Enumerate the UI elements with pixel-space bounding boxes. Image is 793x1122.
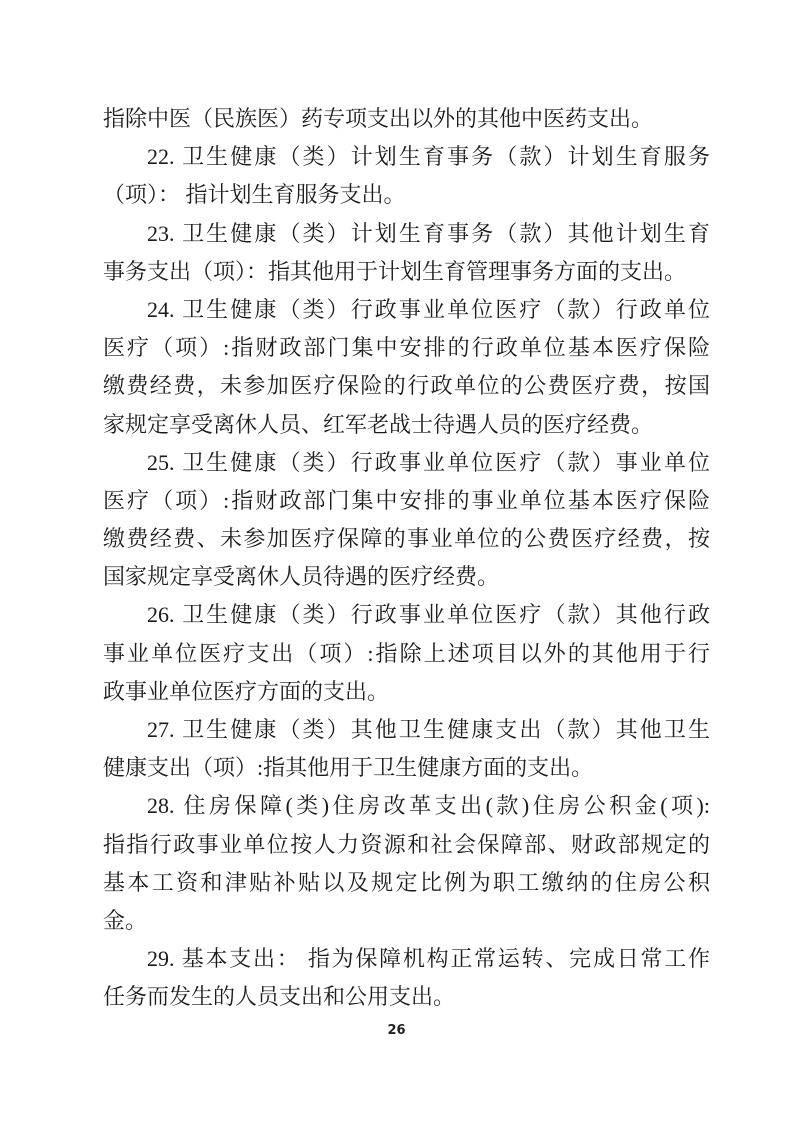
paragraph-26: [103, 596, 710, 711]
text-line: 29. 基本支出： 指为保障机构正常运转、完成日常工作: [147, 946, 710, 972]
text-line: 23. 卫生健康（类）计划生育事务（款）其他计划生育: [147, 220, 710, 246]
paragraph-29: [103, 940, 710, 1016]
text-line: 家规定享受离休人员、红军老战士待遇人员的医疗经费。: [103, 411, 654, 437]
text-line: 缴费经费，未参加医疗保险的行政单位的公费医疗费，按国: [103, 373, 710, 399]
text-line: 金。: [103, 907, 148, 933]
text-line: 22. 卫生健康（类）计划生育事务（款）计划生育服务: [147, 144, 710, 170]
paragraph-28: [103, 787, 710, 940]
text-line: 28. 住房保障(类)住房改革支出(款)住房公积金(项):: [147, 793, 710, 819]
text-line: 24. 卫生健康（类）行政事业单位医疗（款）行政单位: [147, 296, 710, 322]
paragraph-25: [103, 444, 710, 597]
text-line: 国家规定享受离休人员待遇的医疗经费。: [103, 564, 500, 590]
text-line: 健康支出（项）:指其他用于卫生健康方面的支出。: [103, 755, 594, 781]
paragraph-27: [103, 711, 710, 787]
text-line: 任务而发生的人员支出和公用支出。: [103, 984, 456, 1010]
text-block: [103, 100, 710, 1017]
text-line: 指除中医（民族医）药专项支出以外的其他中医药支出。: [103, 106, 654, 131]
text-line: 25. 卫生健康（类）行政事业单位医疗（款）事业单位: [147, 449, 710, 475]
text-line: 事业单位医疗支出（项）:指除上述项目以外的其他用于行: [103, 640, 710, 666]
paragraph-23: [103, 215, 710, 291]
text-line: 医疗（项）:指财政部门集中安排的事业单位基本医疗保险: [103, 487, 710, 513]
text-line: 事务支出（项）：指其他用于计划生育管理事务方面的支出。: [103, 258, 687, 284]
text-line: 政事业单位医疗方面的支出。: [103, 678, 390, 704]
text-line: 缴费经费、未参加医疗保障的事业单位的公费医疗经费，按: [103, 526, 710, 552]
text-line: 医疗（项）:指财政部门集中安排的行政单位基本医疗保险: [103, 335, 710, 361]
paragraph-21-tail: [103, 100, 710, 138]
text-line: （项）： 指计划生育服务支出。: [103, 182, 406, 208]
page-number: 26: [387, 1023, 406, 1038]
paragraph-24: [103, 291, 710, 444]
paragraph-22: [103, 138, 710, 214]
text-line: 26. 卫生健康（类）行政事业单位医疗（款）其他行政: [147, 602, 710, 628]
text-line: 27. 卫生健康（类）其他卫生健康支出（款）其他卫生: [147, 717, 710, 742]
text-line: 指指行政事业单位按人力资源和社会保障部、财政部规定的: [103, 831, 710, 857]
text-line: 基本工资和津贴补贴以及规定比例为职工缴纳的住房公积: [103, 869, 710, 895]
